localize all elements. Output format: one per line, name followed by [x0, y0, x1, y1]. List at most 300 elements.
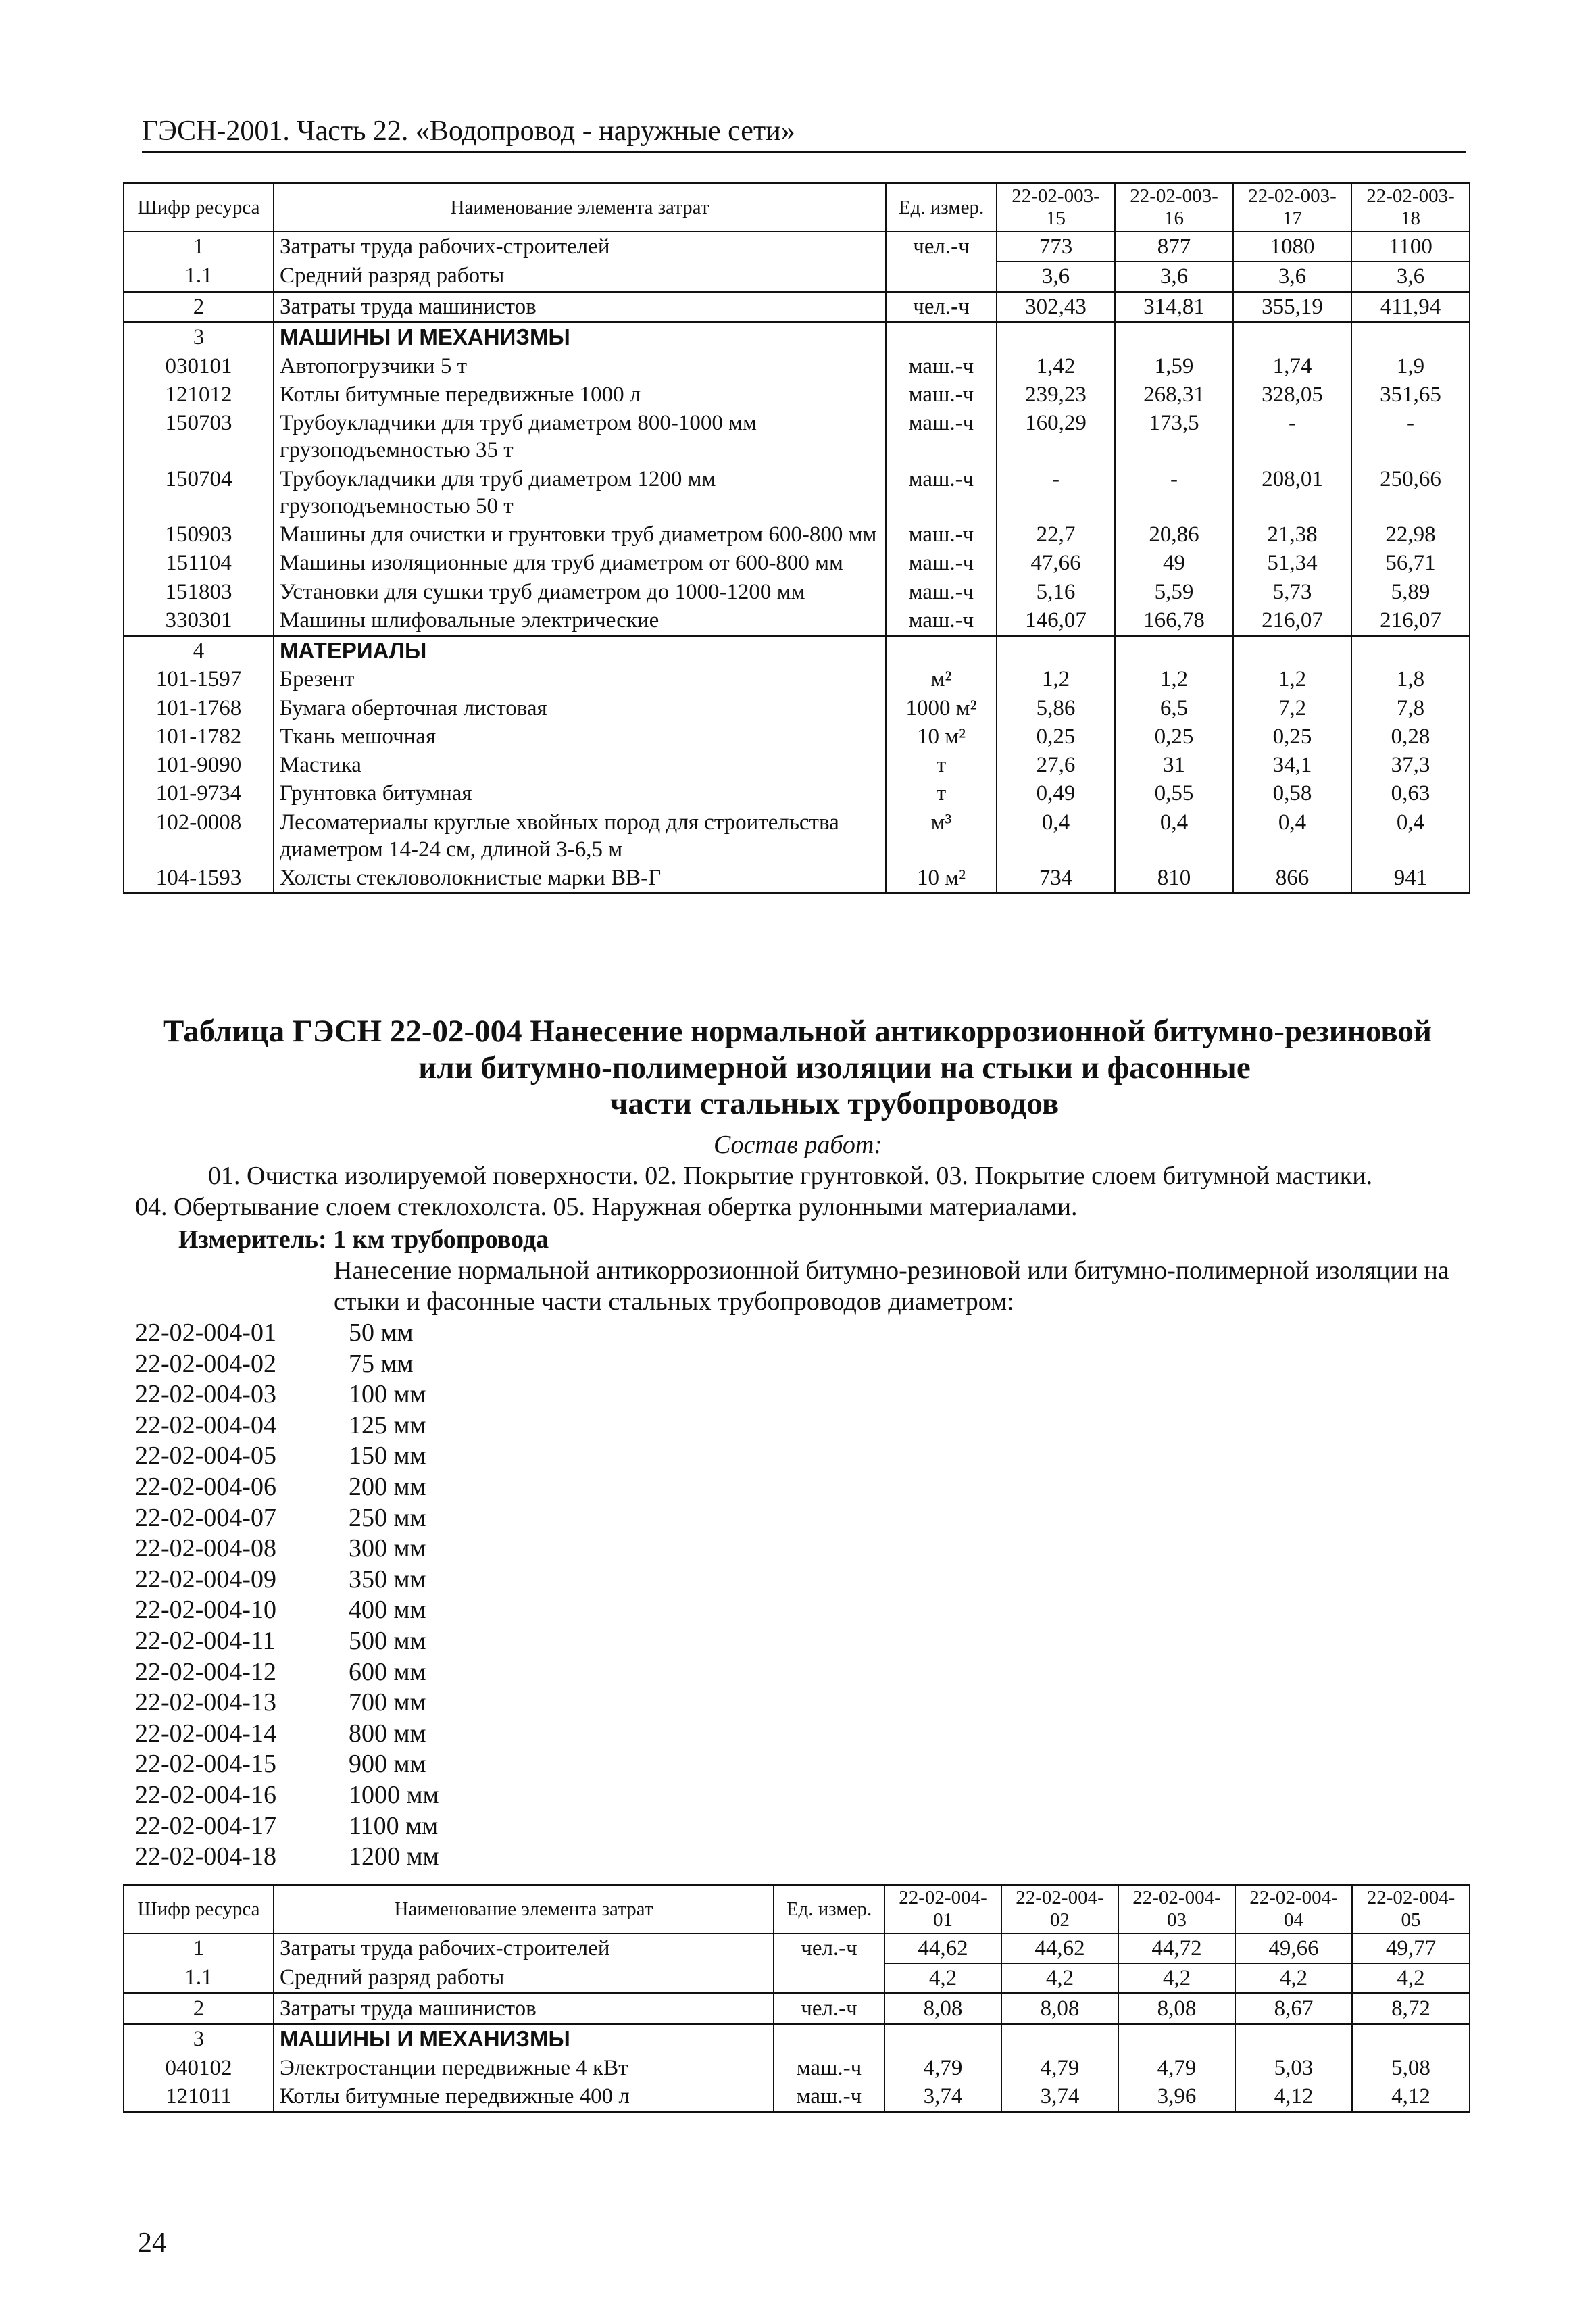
resource-code: 101-1768 [124, 694, 274, 722]
variant-code: 22-02-004-08 [135, 1534, 276, 1563]
column-header: Наименование элемента затрат [274, 1886, 774, 1934]
norm-value: 1,9 [1351, 352, 1470, 380]
variant-row [135, 1410, 439, 1442]
norm-value: 22,98 [1351, 520, 1470, 549]
variant-row [135, 1503, 439, 1534]
unit: маш.-ч [886, 520, 997, 549]
norm-value: 866 [1233, 864, 1351, 893]
table-row [124, 751, 1470, 779]
work-composition-text [135, 1161, 1460, 1223]
norm-value: 1,2 [1233, 665, 1351, 693]
table-row [124, 864, 1470, 893]
unit: маш.-ч [886, 549, 997, 577]
unit: маш.-ч [886, 578, 997, 606]
norm-value: 268,31 [1115, 380, 1233, 409]
norm-value: 216,07 [1351, 606, 1470, 636]
norm-value: 34,1 [1233, 751, 1351, 779]
norm-value: 5,73 [1233, 578, 1351, 606]
variant-code: 22-02-004-18 [135, 1842, 276, 1871]
table-title-line: или битумно-полимерной изоляции на стыки и фасонные [418, 1050, 1251, 1085]
variant-row [135, 1719, 439, 1750]
variant-row [135, 1595, 439, 1626]
resource-code: 1 [124, 1934, 274, 1963]
table-header-row [124, 1886, 1470, 1934]
norm-value [1233, 636, 1351, 666]
variant-diameter: 1000 мм [349, 1780, 439, 1809]
resource-code: 150903 [124, 520, 274, 549]
norm-value: 21,38 [1233, 520, 1351, 549]
variant-diameter: 100 мм [349, 1380, 426, 1409]
variant-code: 22-02-004-02 [135, 1349, 276, 1378]
norm-value: 941 [1351, 864, 1470, 893]
variant-diameter: 600 мм [349, 1657, 426, 1686]
variant-diameter: 200 мм [349, 1472, 426, 1501]
table-row [124, 1934, 1470, 1963]
norm-value: 5,59 [1115, 578, 1233, 606]
table-row [124, 665, 1470, 693]
column-header: 22-02-004-05 [1352, 1886, 1470, 1934]
variant-diameter: 400 мм [349, 1596, 426, 1625]
column-header: Ед. измер. [774, 1886, 884, 1934]
variant-code: 22-02-004-13 [135, 1688, 276, 1717]
unit: маш.-ч [886, 606, 997, 636]
variant-code: 22-02-004-10 [135, 1596, 276, 1625]
table-row [124, 1963, 1470, 1994]
norm-value: 411,94 [1351, 292, 1470, 322]
norm-value: 20,86 [1115, 520, 1233, 549]
table-title [135, 1014, 1460, 1123]
column-header: 22-02-004-04 [1235, 1886, 1352, 1934]
variant-list [135, 1318, 439, 1873]
norm-value: 1,59 [1115, 352, 1233, 380]
norm-value: 1080 [1233, 232, 1351, 262]
norm-value: 5,03 [1235, 2054, 1352, 2082]
norm-value: 173,5 [1115, 409, 1233, 465]
variant-diameter: 700 мм [349, 1688, 426, 1717]
norm-value: 56,71 [1351, 549, 1470, 577]
cost-element-name: Трубоукладчики для труб диаметром 1200 мм грузоподъемностью 50 т [274, 465, 886, 521]
norm-value: 3,6 [1233, 262, 1351, 292]
norm-value: 0,4 [1233, 808, 1351, 864]
table-row [124, 1994, 1470, 2024]
variant-row [135, 1441, 439, 1472]
norm-value: - [1115, 465, 1233, 521]
cost-table-22-02-004 [123, 1884, 1470, 2113]
norm-value: 239,23 [997, 380, 1115, 409]
unit: маш.-ч [774, 2054, 884, 2082]
table-row [124, 322, 1470, 352]
norm-value: 1,8 [1351, 665, 1470, 693]
norm-value: 27,6 [997, 751, 1115, 779]
norm-value: - [1233, 409, 1351, 465]
unit: 10 м² [886, 722, 997, 751]
table-row [124, 465, 1470, 521]
norm-value: 4,2 [1118, 1963, 1235, 1994]
variant-code: 22-02-004-16 [135, 1780, 276, 1809]
variant-code: 22-02-004-12 [135, 1657, 276, 1686]
cost-element-name: Брезент [274, 665, 886, 693]
norm-value: 216,07 [1233, 606, 1351, 636]
table-row [124, 722, 1470, 751]
table-row [124, 779, 1470, 808]
variant-diameter: 50 мм [349, 1319, 414, 1347]
variant-code: 22-02-004-01 [135, 1319, 276, 1347]
cost-element-name: Затраты труда рабочих-строителей [274, 1934, 774, 1963]
norm-value: 0,25 [1233, 722, 1351, 751]
norm-value: 22,7 [997, 520, 1115, 549]
norm-value: 0,25 [997, 722, 1115, 751]
resource-code: 1.1 [124, 262, 274, 292]
norm-value: 146,07 [997, 606, 1115, 636]
resource-code: 150704 [124, 465, 274, 521]
work-line: 01. Очистка изолируемой поверхности. 02. Покрытие грунтовкой. 03. Покрытие слоем битумной мастики. [208, 1162, 1373, 1190]
unit: м³ [886, 808, 997, 864]
norm-value [884, 2024, 1001, 2054]
norm-value: 328,05 [1233, 380, 1351, 409]
norm-value: 3,74 [1001, 2082, 1118, 2112]
resource-code: 330301 [124, 606, 274, 636]
variant-diameter: 150 мм [349, 1442, 426, 1471]
norm-value: 0,55 [1115, 779, 1233, 808]
measurement-description: Нанесение нормальной антикоррозионной битумно-резиновой или битумно-полимерной изоляции на стыки и фасонные части стальных трубопроводов диаметром: [334, 1256, 1449, 1316]
norm-value: 0,4 [997, 808, 1115, 864]
norm-value: 4,2 [884, 1963, 1001, 1994]
norm-value: 0,63 [1351, 779, 1470, 808]
column-header: 22-02-004-02 [1001, 1886, 1118, 1934]
cost-element-name: Мастика [274, 751, 886, 779]
variant-diameter: 800 мм [349, 1719, 426, 1748]
resource-code: 101-1782 [124, 722, 274, 751]
norm-value: 4,2 [1001, 1963, 1118, 1994]
norm-value: 49,77 [1352, 1934, 1470, 1963]
running-header: ГЭСН-2001. Часть 22. «Водопровод - наружные сети» [142, 115, 1466, 153]
norm-value: 7,8 [1351, 694, 1470, 722]
norm-value: 250,66 [1351, 465, 1470, 521]
norm-value: 208,01 [1233, 465, 1351, 521]
unit: 10 м² [886, 864, 997, 893]
unit: 1000 м² [886, 694, 997, 722]
variant-code: 22-02-004-06 [135, 1472, 276, 1501]
cost-element-name: МАШИНЫ И МЕХАНИЗМЫ [274, 322, 886, 352]
cost-element-name: Котлы битумные передвижные 1000 л [274, 380, 886, 409]
norm-value [1351, 322, 1470, 352]
variant-code: 22-02-004-04 [135, 1410, 276, 1439]
norm-value: 4,79 [1001, 2054, 1118, 2082]
cost-element-name: Лесоматериалы круглые хвойных пород для строительства диаметром 14-24 см, длиной 3-6,5 м [274, 808, 886, 864]
resource-code: 3 [124, 322, 274, 352]
work-composition-heading: Состав работ: [713, 1131, 883, 1159]
norm-value: 4,79 [1118, 2054, 1235, 2082]
norm-value: 810 [1115, 864, 1233, 893]
cost-element-name: Машины шлифовальные электрические [274, 606, 886, 636]
norm-value: 44,72 [1118, 1934, 1235, 1963]
norm-value: 0,25 [1115, 722, 1233, 751]
norm-value: 31 [1115, 751, 1233, 779]
norm-value [997, 636, 1115, 666]
unit: м² [886, 665, 997, 693]
unit: т [886, 779, 997, 808]
norm-value: 3,6 [997, 262, 1115, 292]
table-header-row [124, 184, 1470, 232]
table-row [124, 2082, 1470, 2112]
norm-value: 0,4 [1351, 808, 1470, 864]
table-row [124, 2024, 1470, 2054]
variant-code: 22-02-004-17 [135, 1811, 276, 1840]
norm-value: 51,34 [1233, 549, 1351, 577]
cost-element-name: Машины изоляционные для труб диаметром от 600-800 мм [274, 549, 886, 577]
norm-value: 4,2 [1235, 1963, 1352, 1994]
norm-value: 355,19 [1233, 292, 1351, 322]
norm-value: 7,2 [1233, 694, 1351, 722]
variant-code: 22-02-004-05 [135, 1442, 276, 1471]
variant-code: 22-02-004-09 [135, 1565, 276, 1594]
work-line: 04. Обертывание слоем стеклохолста. 05. Наружная обертка рулонными материалами. [135, 1192, 1078, 1221]
norm-value: 1,2 [1115, 665, 1233, 693]
resource-code: 030101 [124, 352, 274, 380]
unit [886, 636, 997, 666]
resource-code: 102-0008 [124, 808, 274, 864]
norm-value: 3,96 [1118, 2082, 1235, 2112]
column-header: 22-02-003-16 [1115, 184, 1233, 232]
resource-code: 1.1 [124, 1963, 274, 1994]
cost-element-name: Ткань мешочная [274, 722, 886, 751]
variant-diameter: 500 мм [349, 1626, 426, 1655]
cost-element-name: Холсты стекловолокнистые марки ВВ-Г [274, 864, 886, 893]
unit: маш.-ч [774, 2082, 884, 2112]
column-header: 22-02-003-15 [997, 184, 1115, 232]
column-header: Наименование элемента затрат [274, 184, 886, 232]
resource-code: 101-9734 [124, 779, 274, 808]
variant-row [135, 1318, 439, 1349]
variant-diameter: 1100 мм [349, 1811, 439, 1840]
table-row [124, 409, 1470, 465]
table-body [124, 1934, 1470, 2112]
cost-element-name: Средний разряд работы [274, 1963, 774, 1994]
column-header: 22-02-003-17 [1233, 184, 1351, 232]
norm-value: 160,29 [997, 409, 1115, 465]
variant-row [135, 1842, 439, 1873]
unit: чел.-ч [774, 1934, 884, 1963]
column-header: Шифр ресурса [124, 184, 274, 232]
norm-value: 49,66 [1235, 1934, 1352, 1963]
norm-value: 1,42 [997, 352, 1115, 380]
norm-value: 49 [1115, 549, 1233, 577]
norm-value: 8,72 [1352, 1994, 1470, 2024]
table-row [124, 636, 1470, 666]
norm-value: 1100 [1351, 232, 1470, 262]
table-row [124, 520, 1470, 549]
table-row [124, 352, 1470, 380]
cost-element-name: МАШИНЫ И МЕХАНИЗМЫ [274, 2024, 774, 2054]
unit: маш.-ч [886, 465, 997, 521]
resource-code: 121012 [124, 380, 274, 409]
norm-value [1352, 2024, 1470, 2054]
table-row [124, 694, 1470, 722]
norm-value: 6,5 [1115, 694, 1233, 722]
variant-diameter: 350 мм [349, 1565, 426, 1594]
norm-value: 3,6 [1115, 262, 1233, 292]
column-header: 22-02-004-01 [884, 1886, 1001, 1934]
norm-value: 0,28 [1351, 722, 1470, 751]
resource-code: 040102 [124, 2054, 274, 2082]
table-row [124, 232, 1470, 262]
norm-value: - [1351, 409, 1470, 465]
resource-code: 104-1593 [124, 864, 274, 893]
unit: т [886, 751, 997, 779]
unit [886, 262, 997, 292]
norm-value: 1,74 [1233, 352, 1351, 380]
variant-diameter: 125 мм [349, 1410, 426, 1439]
norm-value: 3,74 [884, 2082, 1001, 2112]
resource-code: 151104 [124, 549, 274, 577]
unit [774, 2024, 884, 2054]
unit: маш.-ч [886, 409, 997, 465]
cost-element-name: Затраты труда рабочих-строителей [274, 232, 886, 262]
variant-row [135, 1749, 439, 1780]
variant-row [135, 1379, 439, 1410]
cost-element-name: Затраты труда машинистов [274, 1994, 774, 2024]
norm-value [1115, 636, 1233, 666]
cost-element-name: Котлы битумные передвижные 400 л [274, 2082, 774, 2112]
cost-table-22-02-003 [123, 182, 1470, 894]
norm-value: 4,12 [1235, 2082, 1352, 2112]
norm-value [1233, 322, 1351, 352]
variant-code: 22-02-004-14 [135, 1719, 276, 1748]
table-row [124, 549, 1470, 577]
table-row [124, 2054, 1470, 2082]
cost-element-name: Грунтовка битумная [274, 779, 886, 808]
unit [886, 322, 997, 352]
variant-code: 22-02-004-07 [135, 1503, 276, 1532]
norm-value: 1,2 [997, 665, 1115, 693]
unit [774, 1963, 884, 1994]
measurement-unit: Измеритель: 1 км трубопровода [178, 1225, 549, 1254]
cost-element-name: Трубоукладчики для труб диаметром 800-1000 мм грузоподъемностью 35 т [274, 409, 886, 465]
cost-element-name: Автопогрузчики 5 т [274, 352, 886, 380]
table-body [124, 232, 1470, 893]
norm-value: 0,49 [997, 779, 1115, 808]
norm-value: 47,66 [997, 549, 1115, 577]
variant-diameter: 1200 мм [349, 1842, 439, 1871]
norm-value: 8,08 [884, 1994, 1001, 2024]
variant-row [135, 1688, 439, 1719]
variant-row [135, 1657, 439, 1688]
column-header: Ед. измер. [886, 184, 997, 232]
resource-code: 2 [124, 1994, 274, 2024]
column-header: 22-02-004-03 [1118, 1886, 1235, 1934]
resource-code: 101-9090 [124, 751, 274, 779]
norm-value: 8,08 [1118, 1994, 1235, 2024]
unit: маш.-ч [886, 380, 997, 409]
variant-code: 22-02-004-03 [135, 1380, 276, 1409]
cost-element-name: Затраты труда машинистов [274, 292, 886, 322]
cost-element-name: Электростанции передвижные 4 кВт [274, 2054, 774, 2082]
norm-value: 877 [1115, 232, 1233, 262]
norm-value [1001, 2024, 1118, 2054]
norm-value: 44,62 [884, 1934, 1001, 1963]
unit: чел.-ч [886, 292, 997, 322]
table-row [124, 380, 1470, 409]
norm-value: 8,67 [1235, 1994, 1352, 2024]
norm-value: - [997, 465, 1115, 521]
variant-row [135, 1626, 439, 1657]
variant-row [135, 1811, 439, 1842]
norm-value: 314,81 [1115, 292, 1233, 322]
norm-value: 773 [997, 232, 1115, 262]
norm-value: 0,4 [1115, 808, 1233, 864]
variant-code: 22-02-004-11 [135, 1626, 276, 1655]
norm-value: 734 [997, 864, 1115, 893]
norm-value: 3,6 [1351, 262, 1470, 292]
norm-value [997, 322, 1115, 352]
resource-code: 151803 [124, 578, 274, 606]
column-header: Шифр ресурса [124, 1886, 274, 1934]
norm-value: 4,2 [1352, 1963, 1470, 1994]
variant-code: 22-02-004-15 [135, 1750, 276, 1779]
norm-value: 44,62 [1001, 1934, 1118, 1963]
cost-element-name: МАТЕРИАЛЫ [274, 636, 886, 666]
table-row [124, 262, 1470, 292]
variant-row [135, 1565, 439, 1596]
norm-value [1351, 636, 1470, 666]
unit: чел.-ч [774, 1994, 884, 2024]
variant-row [135, 1349, 439, 1380]
table-row [124, 578, 1470, 606]
norm-value: 0,58 [1233, 779, 1351, 808]
unit: маш.-ч [886, 352, 997, 380]
norm-value [1235, 2024, 1352, 2054]
table-row [124, 292, 1470, 322]
norm-value: 37,3 [1351, 751, 1470, 779]
norm-value: 351,65 [1351, 380, 1470, 409]
norm-value: 166,78 [1115, 606, 1233, 636]
variant-diameter: 75 мм [349, 1349, 414, 1378]
table-title-line: Таблица ГЭСН 22-02-004 Нанесение нормальной антикоррозионной битумно-резиновой [163, 1014, 1432, 1049]
resource-code: 101-1597 [124, 665, 274, 693]
norm-value: 5,16 [997, 578, 1115, 606]
norm-value: 4,79 [884, 2054, 1001, 2082]
cost-element-name: Машины для очистки и грунтовки труб диаметром 600-800 мм [274, 520, 886, 549]
table-row [124, 606, 1470, 636]
table-row [124, 808, 1470, 864]
norm-value: 5,08 [1352, 2054, 1470, 2082]
norm-value: 8,08 [1001, 1994, 1118, 2024]
norm-value: 302,43 [997, 292, 1115, 322]
norm-value: 5,89 [1351, 578, 1470, 606]
norm-value: 5,86 [997, 694, 1115, 722]
page-number: 24 [138, 2227, 166, 2259]
norm-value: 4,12 [1352, 2082, 1470, 2112]
resource-code: 2 [124, 292, 274, 322]
resource-code: 1 [124, 232, 274, 262]
resource-code: 4 [124, 636, 274, 666]
variant-row [135, 1533, 439, 1565]
resource-code: 121011 [124, 2082, 274, 2112]
cost-element-name: Установки для сушки труб диаметром до 1000-1200 мм [274, 578, 886, 606]
variant-diameter: 900 мм [349, 1750, 426, 1779]
resource-code: 3 [124, 2024, 274, 2054]
cost-element-name: Средний разряд работы [274, 262, 886, 292]
variant-row [135, 1780, 439, 1811]
variant-row [135, 1472, 439, 1503]
norm-value [1118, 2024, 1235, 2054]
norm-value [1115, 322, 1233, 352]
cost-element-name: Бумага оберточная листовая [274, 694, 886, 722]
variant-diameter: 300 мм [349, 1534, 426, 1563]
unit: чел.-ч [886, 232, 997, 262]
table-title-line: части стальных трубопроводов [609, 1086, 1059, 1122]
resource-code: 150703 [124, 409, 274, 465]
